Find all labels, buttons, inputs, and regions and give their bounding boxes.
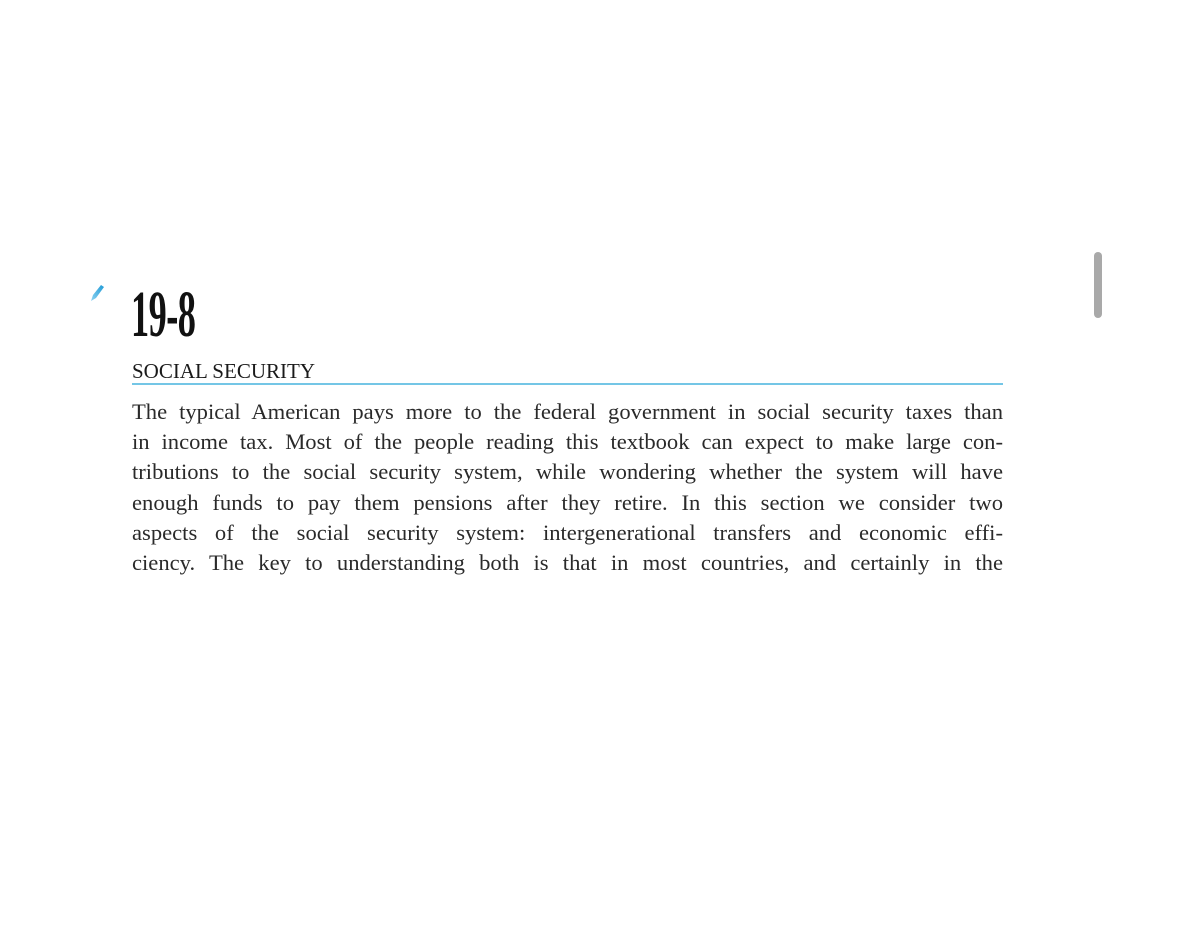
pencil-mark-icon xyxy=(89,283,105,303)
body-line: tributions to the social security system, while wondering whether the system will have xyxy=(132,459,1003,485)
body-line: aspects of the social security system: intergenerational transfers and economic effi- xyxy=(132,519,1003,545)
body-line: enough funds to pay them pensions after they retire. In this section we consider two xyxy=(132,489,1003,515)
section-divider xyxy=(132,383,1003,385)
section-title: SOCIAL SECURITY xyxy=(132,359,315,383)
body-paragraph xyxy=(132,397,1003,578)
body-line: in income tax. Most of the people reading this textbook can expect to make large con- xyxy=(132,429,1003,455)
body-line: ciency. The key to understanding both is that in most countries, and certainly in the xyxy=(132,550,1003,576)
body-line: The typical American pays more to the federal government in social security taxes than xyxy=(132,399,1003,424)
section-number: 19-8 xyxy=(131,278,196,351)
scrollbar-thumb[interactable] xyxy=(1094,252,1102,318)
